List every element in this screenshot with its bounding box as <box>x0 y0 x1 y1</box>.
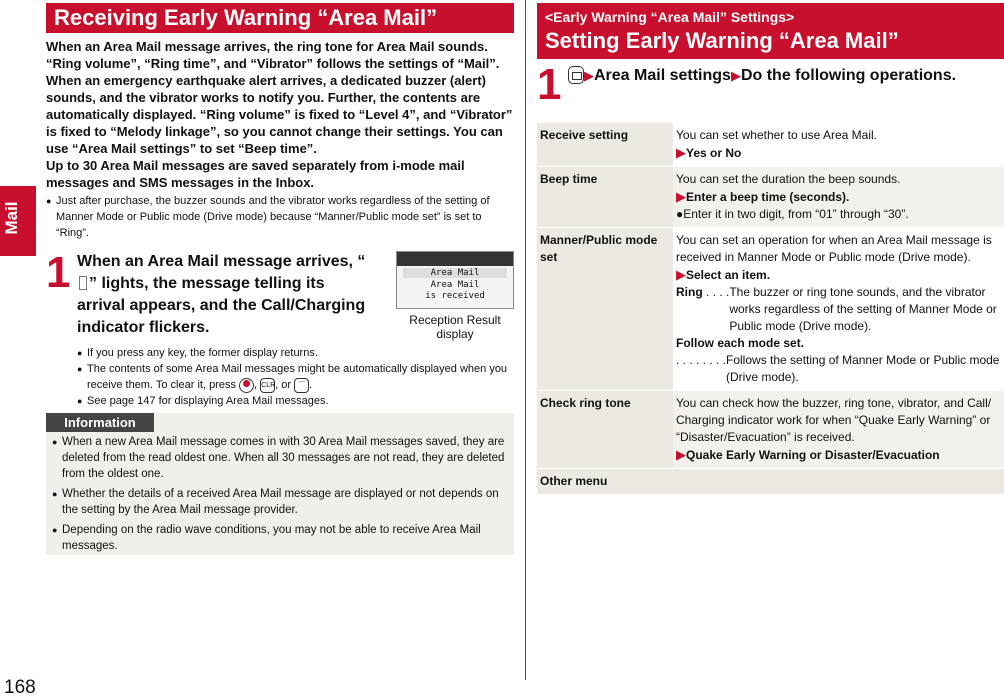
settings-table <box>537 123 1004 495</box>
arrow-icon: ▶ <box>676 145 686 160</box>
step-number: 1 <box>537 60 562 109</box>
step-instruction: When an Area Mail message arrives, “” lights, the message telling its arrival appears, and the Call/Charging indicator flickers. <box>77 253 366 336</box>
row-label: Check ring tone <box>537 391 673 469</box>
arrow-icon: ▶ <box>676 267 686 282</box>
table-row <box>537 469 1004 495</box>
settings-step-1 <box>537 60 1004 111</box>
mail-indicator-icon <box>79 276 87 290</box>
intro-text <box>46 38 514 191</box>
info-item: ● Whether the details of a received Area Mail message are displayed or not depends on the setting by the Area Mail message provider. <box>52 488 499 516</box>
bullet-icon: ● <box>52 525 58 535</box>
mail-key-icon <box>568 66 584 84</box>
bullet-icon: ● <box>52 437 58 447</box>
intro-paragraph: When an Area Mail message arrives, the ring tone for Area Mail sounds. “Ring volume”, “Ring time”, and “Vibrator” follows the settings of “Mail”. When an emergency earthquake alert arrives, a dedicated buzzer (alert) sounds, and the vibrator works to notify you. Further, the contents are automatically displayed. “Ring volume” is fixed to “Level 4”, and “Vibrator” is fixed to “Melody linkage”, so you cannot change their settings. You can use “Area Mail settings” to set “Beep time”. <box>46 39 513 156</box>
information-body <box>46 432 514 554</box>
step-number: 1 <box>46 248 71 297</box>
option-follow: . . . . . . . . Follows the setting of Manner Mode or Public mode (Drive mode). <box>676 353 1000 384</box>
table-row <box>537 167 1004 228</box>
information-box <box>46 413 514 555</box>
bullet-icon: ● <box>77 364 83 374</box>
screen-caption: Reception Result display <box>409 313 501 341</box>
reception-screen <box>396 251 514 309</box>
step-note: ● If you press any key, the former display returns. <box>77 347 318 359</box>
row-label: Beep time <box>537 167 673 228</box>
column-divider <box>525 0 526 680</box>
clr-key-icon: CLR <box>260 378 275 393</box>
option-follow-label: Follow each mode set. <box>676 336 805 350</box>
step-note: ● See page 147 for displaying Area Mail messages. <box>77 395 329 407</box>
bullet-icon: ● <box>77 348 83 358</box>
bullet-icon: ● <box>52 489 58 499</box>
arrow-icon: ▶ <box>584 68 594 83</box>
step-note: ● The contents of some Area Mail messages might be automatically displayed when you receive them. To clear it, press , CLR, or ⌒ . <box>77 363 508 391</box>
screen-header: Area Mail <box>403 268 507 278</box>
center-key-icon <box>239 378 254 393</box>
step-notes <box>77 345 514 409</box>
row-description: You can set whether to use Area Mail. ▶Yes or No <box>673 123 1004 167</box>
table-row <box>537 391 1004 469</box>
table-row <box>537 228 1004 391</box>
settings-title: Setting Early Warning “Area Mail” <box>545 28 899 53</box>
info-item: ● Depending on the radio wave conditions, you may not be able to receive Area Mail messages. <box>52 524 481 552</box>
bullet-icon: ● <box>46 196 52 206</box>
bullet-icon: ● <box>77 396 83 406</box>
row-label: Manner/Public mode set <box>537 228 673 391</box>
info-item: ● When a new Area Mail message comes in with 30 Area Mail messages saved, they are deleted from the read oldest one. When all 30 messages are not read, they are deleted from the oldest one. <box>52 436 505 480</box>
intro-paragraph: Up to 30 Area Mail messages are saved separately from i-mode mail messages and SMS messages in the Inbox. <box>46 158 465 190</box>
row-label: Receive setting <box>537 123 673 167</box>
row-description: You can set an operation for when an Area Mail message is received in Manner Mode or Public mode (Drive mode). ▶Select an item. Ring . . . . The buzzer or ring tone sounds, and the vibrator works regardless of the setting of Manner Mode or Public mode (Drive mode). Follow each mode set. . . . . . . . . Follows the setting of Manner Mode or Public mode (Drive mode). <box>673 228 1004 391</box>
table-row <box>537 123 1004 167</box>
section-tab: Mail <box>0 186 36 256</box>
row-description: You can check how the buzzer, ring tone, vibrator, and Call/ Charging indicator work for when “Quake Early Warning” or “Disaster/Evacuation” is received. ▶Quake Early Warning or Disaster/Evacuation <box>673 391 1004 469</box>
option-ring: Ring . . . . The buzzer or ring tone sounds, and the vibrator works regardless of the setting of Manner Mode or Public mode (Drive mode). <box>676 285 997 333</box>
arrow-icon: ▶ <box>676 447 686 462</box>
step-1 <box>46 248 514 407</box>
settings-title-bar <box>537 3 1004 59</box>
right-column <box>537 3 1004 495</box>
information-heading: Information <box>46 413 154 432</box>
arrow-icon: ▶ <box>676 189 686 204</box>
left-column <box>46 3 514 407</box>
status-bar <box>397 252 513 266</box>
row-description <box>673 469 1004 495</box>
end-key-icon: ⌒ <box>294 378 309 393</box>
step-operation: ▶Area Mail settings▶Do the following operations. <box>568 65 956 87</box>
page-number: 168 <box>4 677 36 697</box>
row-description: You can set the duration the beep sounds. ▶Enter a beep time (seconds). ●Enter it in two digit, from “01” through “30”. <box>673 167 1004 228</box>
row-label: Other menu <box>537 469 673 495</box>
section-title: Receiving Early Warning “Area Mail” <box>46 3 514 33</box>
settings-subtitle: <Early Warning “Area Mail” Settings> <box>545 9 795 25</box>
bullet-icon: ● <box>676 207 684 221</box>
arrow-icon: ▶ <box>730 68 741 83</box>
screen-message: Area Mail is received <box>425 280 485 301</box>
purchase-note: ● Just after purchase, the buzzer sounds and the vibrator works regardless of the setting of Manner Mode or Public mode (Drive mode) because “Manner/Public mode set” is set to “Ring”. <box>46 195 490 239</box>
